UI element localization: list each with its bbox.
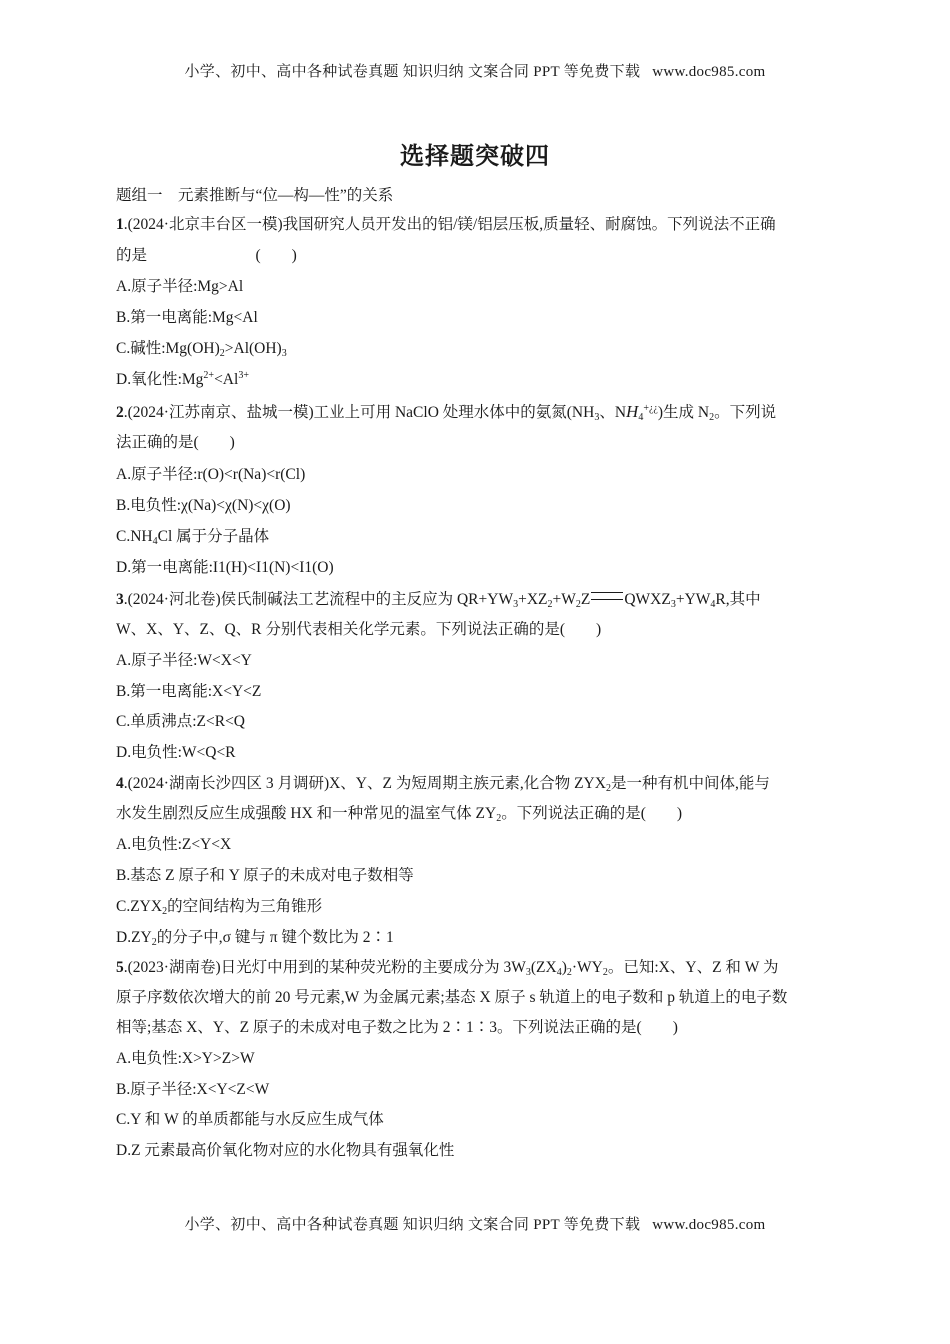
q4-number: 4 [116, 775, 124, 792]
q3-option-c: C.单质沸点:Z<R<Q [116, 713, 246, 730]
q4-option-a: A.电负性:Z<Y<X [116, 836, 232, 853]
page-title: 选择题突破四 [400, 142, 550, 170]
q2-line2: 法正确的是( ) [116, 434, 235, 451]
q5-option-b: B.原子半径:X<Y<Z<W [116, 1081, 270, 1098]
header-website[interactable]: www.doc985.com [652, 64, 766, 80]
q5-line2: 原子序数依次增大的前 20 号元素,W 为金属元素;基态 X 原子 s 轨道上的电子数和 p 轨道上的电子数 [116, 989, 788, 1006]
q1-option-d: D.氧化性$:Mg^{2+}<Al^{3+}$ [116, 370, 249, 388]
q4-option-b: B.基态 Z 原子和 Y 原子的未成对电子数相等 [116, 867, 414, 884]
q3-option-a: A.原子半径:W<X<Y [116, 652, 252, 669]
q1-line1: 1.(2024·北京丰台区一模)我国研究人员开发出的铝/镁/铝层压板,质量轻、耐腐蚀。下列说法不正确 [116, 216, 776, 233]
q4-line1: 4.(2024·湖南长沙四区 3 月调研)X、Y、Z 为短周期主族元素,化合物 $ZYX_2$是一种有机中间体,能与 [116, 775, 770, 794]
q3-number: 3 [116, 591, 124, 608]
q3-line1: 3.(2024·河北卷)侯氏制碱法工艺流程中的主反应为 $QR+YW_3+XZ_2+W_2Z$ $QWXZ_3+YW_4R$,其中 [116, 591, 761, 610]
q5-option-d: D.Z 元素最高价氧化物对应的水化物具有强氧化性 [116, 1142, 455, 1159]
q2-option-c: $C.NH_4Cl$ 属于分子晶体 [116, 528, 270, 547]
q3-line2: W、X、Y、Z、Q、R 分别代表相关化学元素。下列说法正确的是( ) [116, 621, 602, 638]
q5-line3: 相等;基态 X、Y、Z 原子的未成对电子数之比为 2∶1∶3。下列说法正确的是( ) [116, 1019, 678, 1036]
q2-line1: 2.(2024·江苏南京、盐城一模)工业上可用 NaClO 处理水体中的氨氮($NH_3$、$NH_4^{+¿¿}$)生成 $N_2$。下列说 [116, 402, 777, 423]
page-header [0, 60, 950, 81]
q3-option-d: D.电负性:W<Q<R [116, 744, 236, 761]
footer-text: 小学、初中、高中各种试卷真题 知识归纳 文案合同 PPT 等免费下载 [184, 1217, 641, 1233]
q1-option-c: C.碱性$:Mg(OH)_2>Al(OH)_3$ [116, 340, 287, 359]
q4-line2: 水发生剧烈反应生成强酸 HX 和一种常见的温室气体 $ZY_2$。下列说法正确的是( ) [116, 805, 683, 824]
q1-option-b: B.第一电离能:Mg<Al [116, 309, 258, 326]
q5-line1: 5.(2023·湖南卷)日光灯中用到的某种荧光粉的主要成分为 $3W_3(ZX_4)_2\cdot WY_2$。已知:X、Y、Z 和 W 为 [116, 959, 779, 978]
q5-number: 5 [116, 959, 124, 976]
group-heading: 题组一 元素推断与“位—构—性”的关系 [116, 187, 394, 204]
q5-option-a: A.电负性:X>Y>Z>W [116, 1050, 255, 1067]
q2-number: 2 [116, 404, 124, 421]
footer-website[interactable]: www.doc985.com [652, 1217, 766, 1233]
q4-option-d: $D.ZY_2$的分子中,σ 键与 π 键个数比为 2∶1 [116, 929, 394, 948]
page-footer [0, 1213, 950, 1234]
q2-option-b: B.电负性:χ(Na)<χ(N)<χ(O) [116, 497, 291, 514]
equals-sign-icon [591, 592, 623, 600]
q1-option-a: A.原子半径:Mg>Al [116, 278, 244, 295]
q1-number: 1 [116, 216, 124, 233]
q2-option-a: A.原子半径:r(O)<r(Na)<r(Cl) [116, 466, 306, 483]
q5-option-c: C.Y 和 W 的单质都能与水反应生成气体 [116, 1111, 384, 1128]
q1-line2: 的是 ( ) [116, 247, 297, 264]
q2-option-d: D.第一电离能:I1(H)<I1(N)<I1(O) [116, 559, 334, 576]
q4-option-c: $C.ZYX_2$的空间结构为三角锥形 [116, 898, 323, 917]
q3-option-b: B.第一电离能:X<Y<Z [116, 683, 262, 700]
header-text: 小学、初中、高中各种试卷真题 知识归纳 文案合同 PPT 等免费下载 [184, 64, 641, 80]
